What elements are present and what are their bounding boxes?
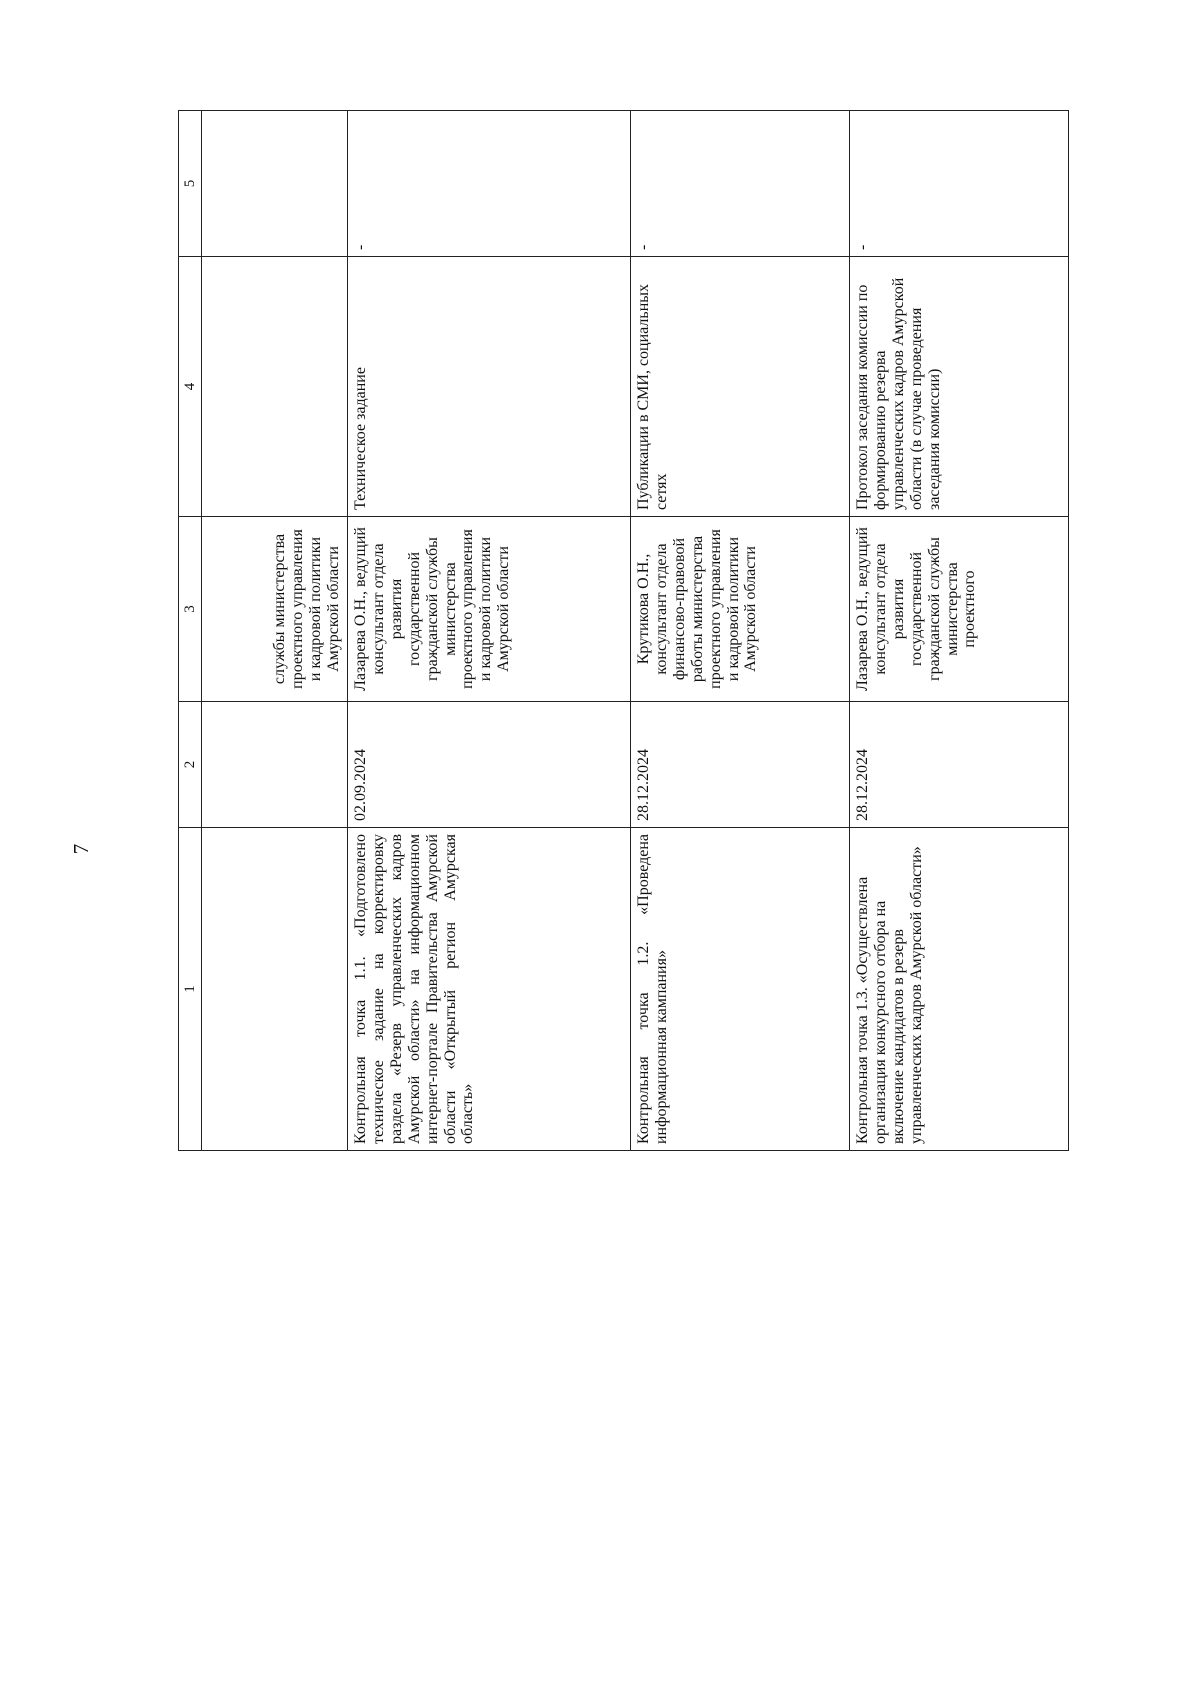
- header-cell-4: 4: [179, 257, 202, 517]
- responsible-cell: Лазарева О.Н., ведущий консультант отдела развития государственной гражданской службы министерства проектного управления и кадровой политики Амурской области: [348, 517, 631, 702]
- document-cell: Протокол заседания комиссии по формированию резерва управленческих кадров Амурской области (в случае проведения заседания комиссии): [850, 257, 1069, 517]
- document-cell: Техническое задание: [348, 257, 631, 517]
- responsible-cell: Крутикова О.Н., консультант отдела финансово-правовой работы министерства проектного управления и кадровой политики Амурской области: [631, 517, 850, 702]
- table-row: [631, 111, 850, 1151]
- header-cell-1: 1: [179, 828, 202, 1151]
- header-cell-2: 2: [179, 702, 202, 828]
- header-cell-5: 5: [179, 111, 202, 257]
- table-row: [850, 111, 1069, 1151]
- control-point-cell: Контрольная точка 1.2. «Проведена информационная кампания»: [631, 828, 850, 1151]
- continuation-cell-4: [202, 257, 348, 517]
- responsible-cell: Лазарева О.Н., ведущий консультант отдела развития государственной гражданской службы министерства проектного: [850, 517, 1069, 702]
- page-number: 7: [69, 843, 93, 855]
- rotated-table-container: [178, 111, 1120, 1151]
- table-row: [348, 111, 631, 1151]
- continuation-cell-5: [202, 111, 348, 257]
- control-point-cell: Контрольная точка 1.1. «Подготовлено техническое задание на корректировку раздела «Резерв управленческих кадров Амурской области» на информационном интернет-портале Правительства Амурской области «Открытый регион Амурская область»: [348, 828, 631, 1151]
- continuation-responsible-cell: службы министерства проектного управления и кадровой политики Амурской области: [202, 517, 348, 702]
- continuation-row: [202, 111, 348, 1151]
- control-point-cell: Контрольная точка 1.3. «Осуществлена организация конкурсного отбора на включение кандидатов в резерв управленческих кадров Амурской области»: [850, 828, 1069, 1151]
- column-5-cell: -: [348, 111, 631, 257]
- column-5-cell: -: [850, 111, 1069, 257]
- column-5-cell: -: [631, 111, 850, 257]
- continuation-cell-1: [202, 828, 348, 1151]
- document-cell: Публикации в СМИ, социальных сетях: [631, 257, 850, 517]
- header-cell-3: 3: [179, 517, 202, 702]
- continuation-cell-2: [202, 702, 348, 828]
- date-cell: 02.09.2024: [348, 702, 631, 828]
- date-cell: 28.12.2024: [850, 702, 1069, 828]
- control-points-table: [178, 110, 1069, 1151]
- header-row: [179, 111, 202, 1151]
- date-cell: 28.12.2024: [631, 702, 850, 828]
